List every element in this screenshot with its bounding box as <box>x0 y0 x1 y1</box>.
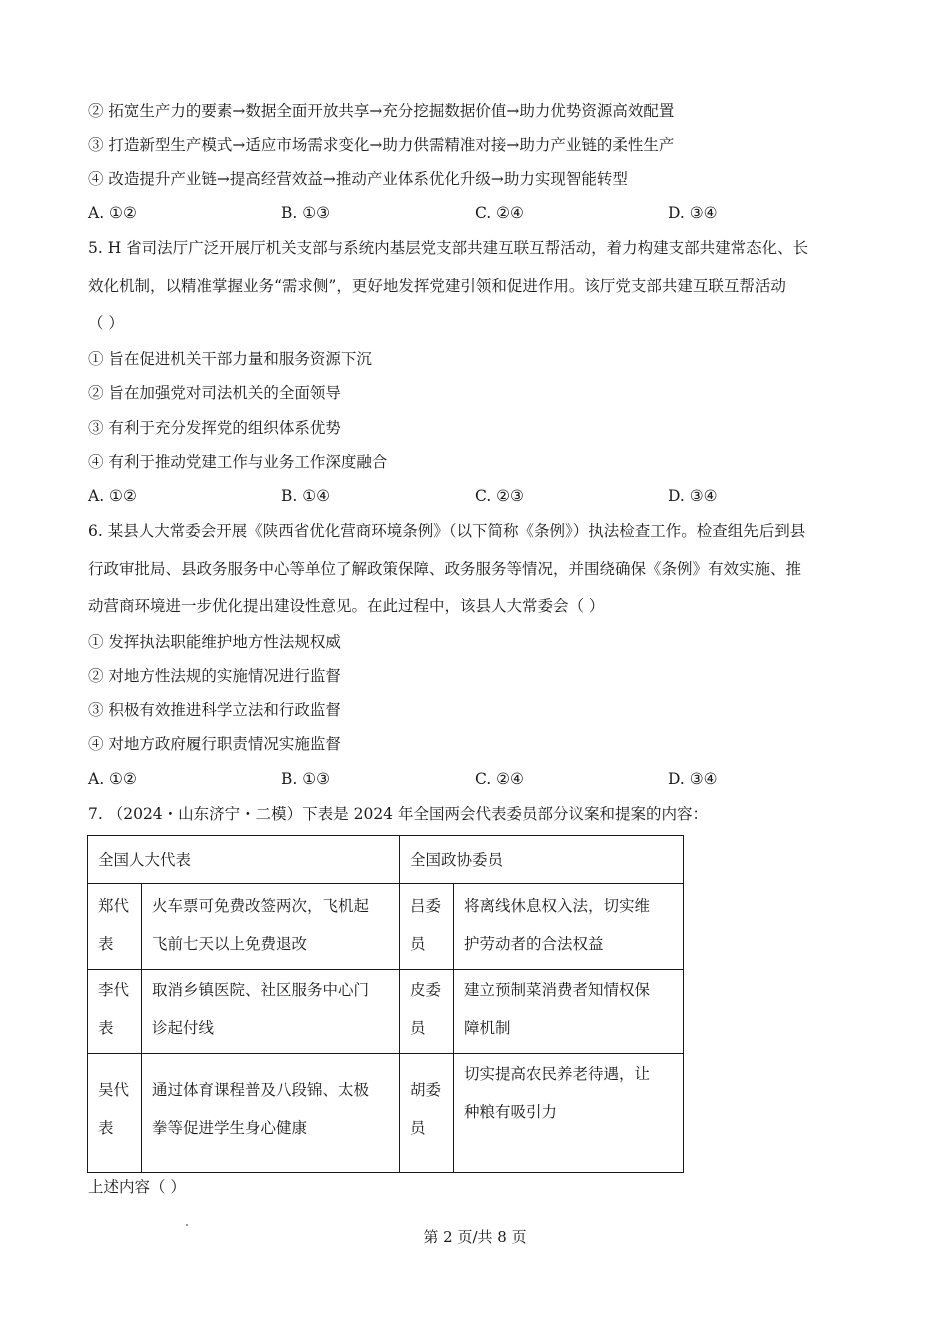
deputy-proposal-cell: 取消乡镇医院、社区服务中心门 诊起付线 <box>142 970 400 1054</box>
q5-choice-a: A. ①② <box>88 487 137 505</box>
q6-option-2: ② 对地方性法规的实施情况进行监督 <box>88 667 341 685</box>
q6-stem-line-1: 6. 某县人大常委会开展《陕西省优化营商环境条例》（以下简称《条例》）执法检查工作。检查组先后到县 <box>88 522 806 540</box>
q5-choice-c: C. ②③ <box>475 487 524 505</box>
q5-option-4: ④ 有利于推动党建工作与业务工作深度融合 <box>88 453 388 471</box>
q6-choice-d: D. ③④ <box>668 770 718 788</box>
deputy-name-cell: 李代 表 <box>88 970 142 1054</box>
q4-option-3: ③ 打造新型生产模式→适应市场需求变化→助力供需精准对接→助力产业链的柔性生产 <box>88 136 675 154</box>
page-number-footer: 第 2 页/共 8 页 <box>423 1228 527 1246</box>
deputy-proposal-cell: 火车票可免费改签两次，飞机起 飞前七天以上免费退改 <box>142 884 400 970</box>
member-proposal-cell: 切实提高农民养老待遇，让 种粮有吸引力 <box>454 1054 684 1173</box>
q4-choice-d: D. ③④ <box>668 204 718 222</box>
q5-answer-bracket: （ ） <box>88 314 124 332</box>
deputy-proposal-cell: 通过体育课程普及八段锦、太极 拳等促进学生身心健康 <box>142 1054 400 1173</box>
q6-choice-a: A. ①② <box>88 770 137 788</box>
deputy-name-cell: 郑代 表 <box>88 884 142 970</box>
q5-stem-line-1: 5. H 省司法厅广泛开展厅机关支部与系统内基层党支部共建互联互帮活动，着力构建支部共建常态化、长 <box>88 239 809 257</box>
q5-option-2: ② 旨在加强党对司法机关的全面领导 <box>88 384 341 402</box>
q5-choice-d: D. ③④ <box>668 487 718 505</box>
q4-option-4: ④ 改造提升产业链→提高经营效益→推动产业体系优化升级→助力实现智能转型 <box>88 170 628 188</box>
member-name-cell: 胡委 员 <box>400 1054 454 1173</box>
q6-option-4: ④ 对地方政府履行职责情况实施监督 <box>88 735 341 753</box>
table-header-row <box>88 836 684 884</box>
q6-stem-line-3: 动营商环境进一步优化提出建设性意见。在此过程中，该县人大常委会（ ） <box>88 597 605 615</box>
member-proposal-cell: 建立预制菜消费者知情权保 障机制 <box>454 970 684 1054</box>
q6-option-3: ③ 积极有效推进科学立法和行政监督 <box>88 701 341 719</box>
header-cppcc-members: 全国政协委员 <box>400 836 684 884</box>
deputy-name-cell: 吴代 表 <box>88 1054 142 1173</box>
table-row <box>88 970 684 1054</box>
q6-stem-line-2: 行政审批局、县政务服务中心等单位了解政策保障、政务服务等情况，并围绕确保《条例》有效实施、推 <box>88 560 802 578</box>
q6-option-1: ① 发挥执法职能维护地方性法规权威 <box>88 633 341 651</box>
q4-option-2: ② 拓宽生产力的要素→数据全面开放共享→充分挖掘数据价值→助力优势资源高效配置 <box>88 102 675 120</box>
q4-choice-c: C. ②④ <box>475 204 524 222</box>
member-name-cell: 皮委 员 <box>400 970 454 1054</box>
q4-choices <box>88 203 788 223</box>
q7-stem: 7. （2024・山东济宁・二模）下表是 2024 年全国两会代表委员部分议案和提案的内容： <box>88 805 708 823</box>
q5-choices <box>88 486 788 506</box>
q7-answer-prompt: 上述内容（ ） <box>88 1178 186 1196</box>
q5-option-3: ③ 有利于充分发挥党的组织体系优势 <box>88 419 341 437</box>
proposals-table <box>87 835 684 1173</box>
q4-choice-b: B. ①③ <box>281 204 331 222</box>
member-proposal-cell: 将离线休息权入法，切实维 护劳动者的合法权益 <box>454 884 684 970</box>
q5-stem-line-2: 效化机制，以精准掌握业务“需求侧”，更好地发挥党建引领和促进作用。该厅党支部共建互联互帮活动 <box>88 277 786 295</box>
q6-choice-c: C. ②④ <box>475 770 524 788</box>
q6-choice-b: B. ①③ <box>281 770 331 788</box>
header-npc-deputies: 全国人大代表 <box>88 836 400 884</box>
table-row <box>88 884 684 970</box>
q5-option-1: ① 旨在促进机关干部力量和服务资源下沉 <box>88 350 372 368</box>
table-row <box>88 1054 684 1173</box>
member-name-cell: 吕委 员 <box>400 884 454 970</box>
q6-choices <box>88 769 788 789</box>
q4-choice-a: A. ①② <box>88 204 137 222</box>
q5-choice-b: B. ①④ <box>281 487 331 505</box>
